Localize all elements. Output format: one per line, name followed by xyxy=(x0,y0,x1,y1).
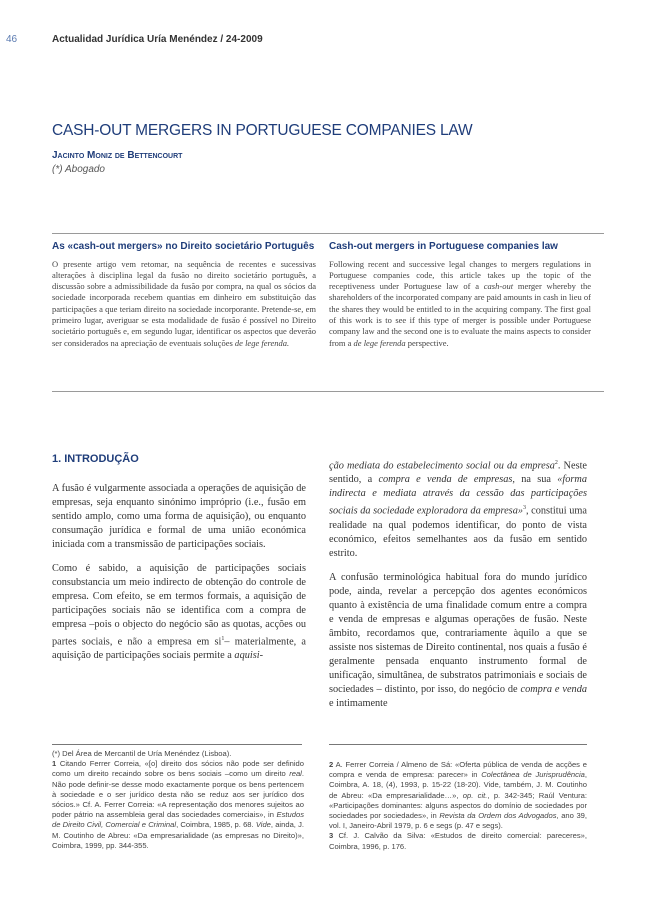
journal-header: Actualidad Jurídica Uría Menéndez / 24-2009 xyxy=(52,34,263,45)
body-text: , constitui uma realidade na qual podemos identificar, do ponto de vista económico, efeitos semelhantes aos da fusão em sentido estrito. xyxy=(329,505,587,559)
abstract-top-rule xyxy=(52,233,604,234)
abstract-en-part: merger whereby the shareholders of the incorporated company are paid amounts in cash in lieu of the shares they would be entitled to in the acquiring company. The first goal of this work is to see if this type of merger is possible under Portuguese company law and the second one is to evaluate the mains aspects to consider from a xyxy=(329,281,591,348)
abstract-portuguese xyxy=(52,241,316,349)
body-text: Como é sabido, a aquisição de participações sociais consubstancia um meio indirecto de obtenção do controle de empresa. Com efeito, se em termos formais, a aquisição de participações sociais não se identifica com a compra de empresa –pois o objecto do negócio são as quotas, acções ou partes sociais, e não a empresa em si xyxy=(52,563,306,648)
footnote-emphasis: Estudos de Direito Civil, Comercial e Criminal xyxy=(52,810,304,830)
abstract-en-title: Cash-out mergers in Portuguese companies law xyxy=(329,241,558,252)
author-name: Jacinto Moniz de Bettencourt xyxy=(52,150,183,161)
footnote-3 xyxy=(329,831,587,851)
footnote-emphasis: real xyxy=(289,769,302,779)
body-right-paragraph-1 xyxy=(329,456,587,561)
footnote-rule-right xyxy=(329,744,587,745)
abstract-en-emphasis: de lege ferenda xyxy=(353,337,406,348)
footnote-number: 3 xyxy=(329,831,334,841)
body-left-column xyxy=(52,482,306,663)
footnote-text: , Coimbra, A. 18, (4), 1993, p. 15-22 (18-20). Vide, também, J. M. Coutinho de Abreu: «Da empresarialidade…», xyxy=(329,770,587,800)
body-text: e intimamente xyxy=(329,697,388,709)
footnote-text: , ainda, J. M. Coutinho de Abreu: «Da empresarialidade (as empresas no Direito)», Coimbra, 1999, pp. 344-355. xyxy=(52,820,304,850)
footnote-text: Citando Ferrer Correia, «[o] direito dos sócios não pode ser definido como um direito recaindo sobre os bens sociais –como um direito xyxy=(52,759,304,779)
abstract-en-part: Following recent and successive legal changes to mergers regulations in Portuguese companies code, this article takes up the topic of the receptiveness under Portuguese law of a xyxy=(329,258,591,292)
body-left-paragraph-2 xyxy=(52,562,306,663)
abstract-english xyxy=(329,241,591,349)
abstract-pt-emphasis: de lege ferenda. xyxy=(234,337,290,348)
abstract-bottom-rule xyxy=(52,391,604,392)
footnote-number: 1 xyxy=(52,759,57,769)
footnotes-left xyxy=(52,749,304,851)
article-title: CASH-OUT MERGERS IN PORTUGUESE COMPANIES LAW xyxy=(52,122,473,139)
footnote-text: , ano 39, vol. I, Janeiro-Abril 1979, p. 6 e segs (p. 47 e segs). xyxy=(329,811,587,831)
footnote-emphasis: op. cit. xyxy=(462,790,488,800)
body-text: . Neste sentido, a xyxy=(329,460,588,486)
footnote-text: , Coimbra, 1985, p. 68. xyxy=(176,820,254,830)
footnote-ref-1[interactable]: 1 xyxy=(221,636,225,642)
body-emphasis: compra e venda de empresas, xyxy=(378,474,515,486)
footnote-2 xyxy=(329,760,587,831)
page-number: 46 xyxy=(6,34,18,45)
footnote-1 xyxy=(52,759,304,851)
footnote-emphasis: Revista da Ordem dos Advogados xyxy=(439,811,557,821)
footnote-ref-3[interactable]: 3 xyxy=(523,505,526,512)
footnote-text: A. Ferrer Correia / Almeno de Sá: «Oferta pública de venda de acções e compra e venda de empresa: parecer» in xyxy=(329,760,587,780)
body-right-paragraph-2 xyxy=(329,571,587,711)
abstract-pt-text xyxy=(52,259,316,349)
footnote-emphasis: Vide xyxy=(255,820,271,830)
body-left-paragraph-1: A fusão é vulgarmente associada a operações de aquisição de empresas, seja enquanto sinónimo impróprio (i.e., fusão em sentido amplo, como uma forma de aquisição), ou enquanto consumação jurídica e formal de uma união económica iniciada com a transmissão de participações sociais. xyxy=(52,483,306,550)
footnote-text: . Não pode definir-se desse modo exactamente porque os bens pertencem à sociedade e o ser jurídico desta não se reduz aos ser jurídico dos sócios.» Cf. A. Ferrer Correia: «A representação dos menores sujeitos ao poder pátrio na assembleia geral das sociedades comerciais», in xyxy=(52,769,304,820)
footnote-emphasis: Colectânea de Jurisprudência xyxy=(481,770,585,780)
footnote-author: (*) Del Área de Mercantil de Uría Menéndez (Lisboa). xyxy=(52,749,232,758)
body-emphasis: aquisi- xyxy=(234,650,264,662)
body-emphasis: ção mediata do estabelecimento social ou da empresa xyxy=(329,460,555,472)
footnote-text: , p. 342-345; Raúl Ventura: «Participações dominantes: alguns aspectos do domínio de sociedades por sociedades por sociedades», in xyxy=(329,790,587,821)
section-heading: 1. INTRODUÇÃO xyxy=(52,453,139,465)
footnotes-right xyxy=(329,760,587,852)
abstract-pt-body: O presente artigo vem retomar, na sequência de recentes e sucessivas alterações à disciplina legal da fusão no direito societário português, a discussão sobre a admissibilidade da fusão por compra, na qual os sócios da sociedade incorporada recebem quantias em dinheiro em substituição das participações a que teriam direito na sociedade incorporante. Pretende-se, em primeiro lugar, averiguar se esta modalidade de fusão é possível no Direito societário português e, em segundo lugar, identificar os aspectos que deverão ser considerados na apreciação de eventuais soluções xyxy=(52,258,316,348)
footnote-ref-2[interactable]: 2 xyxy=(554,460,558,466)
abstract-pt-title: As «cash-out mergers» no Direito societário Português xyxy=(52,241,315,252)
footnote-rule-left xyxy=(52,744,302,745)
body-text: na sua xyxy=(521,474,551,486)
body-text: A confusão terminológica habitual fora do mundo jurídico pode, ainda, revelar a percepção dos agentes económicos quanto à existência de uma finalidade comum entre a compra e venda de empresas e algumas operações de fusão. Neste âmbito, recordamos que, contrariamente àquilo a que se assiste nos sistemas de Direito continental, nos quais a fusão é geralmente pensada enquanto instrumento formal de unificação, simultânea, de substratos patrimoniais e sociais de sociedades – distinto, por isso, do negócio de xyxy=(329,571,587,695)
body-emphasis: compra e venda xyxy=(520,683,587,695)
abstract-en-part: perspective. xyxy=(407,337,449,348)
abstract-en-emphasis: cash-out xyxy=(483,281,514,292)
body-right-column xyxy=(329,456,587,711)
body-emphasis: «forma indirecta e mediata através da cessão das participações sociais da sociedade exploradora da empresa» xyxy=(329,474,588,517)
body-text: – materialmente, a aquisição de participações sociais permite a xyxy=(52,636,306,662)
footnote-number: 2 xyxy=(329,760,334,769)
abstract-en-text xyxy=(329,259,591,349)
footnote-text: Cf. J. Calvão da Silva: «Estudos de direito comercial: pareceres», Coimbra, 1996, p. 176. xyxy=(329,831,587,851)
author-note: (*) Abogado xyxy=(52,164,105,175)
